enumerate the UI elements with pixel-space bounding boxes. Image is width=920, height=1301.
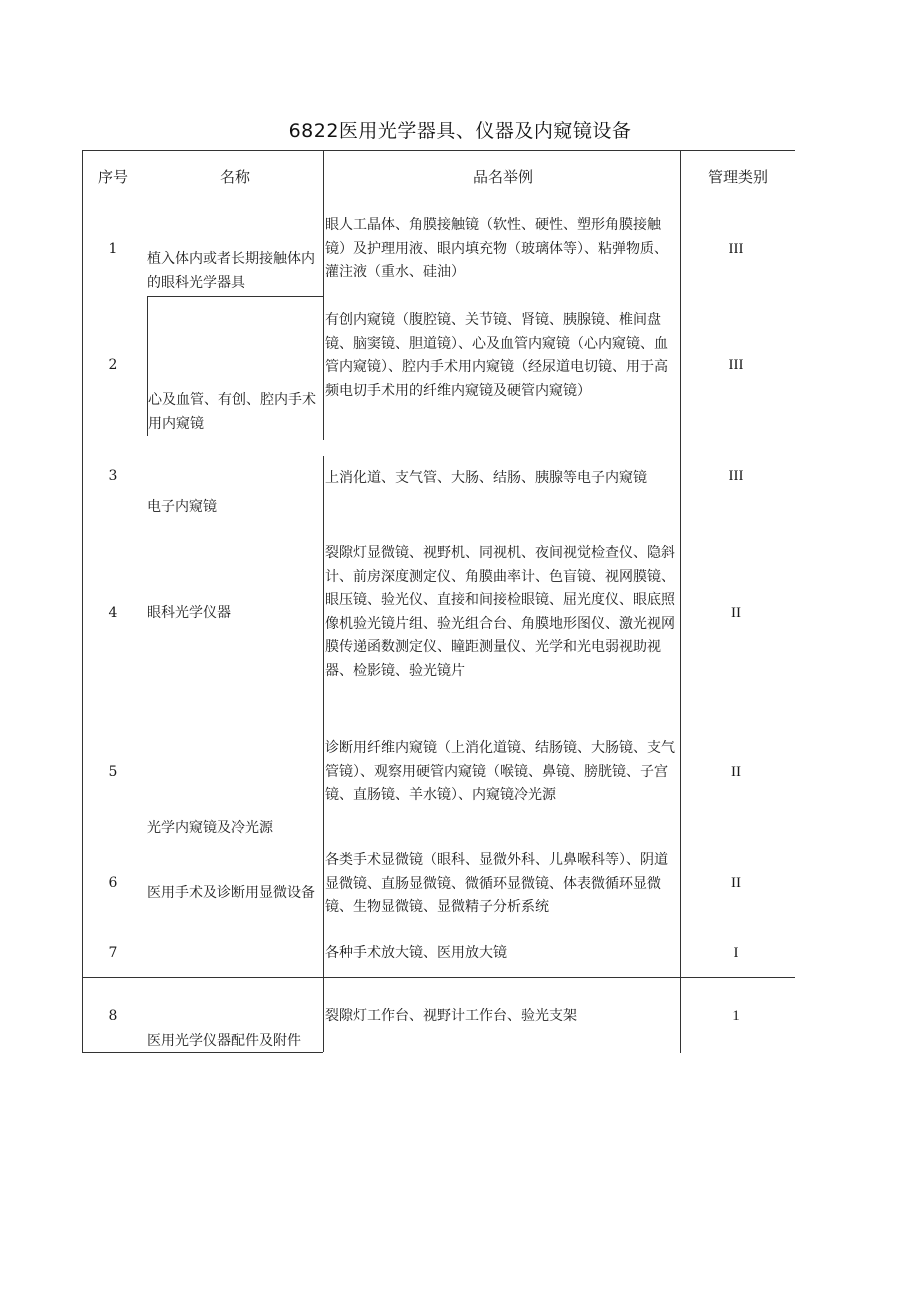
- page-title: 6822医用光学器具、仪器及内窥镜设备: [288, 120, 632, 142]
- row-1-name: 植入体内或者长期接触体内的眼科光学器具: [147, 251, 315, 291]
- header-examples: 品名举例: [472, 168, 533, 186]
- row-5-examples: 诊断用纤维内窥镜（上消化道镜、结肠镜、大肠镜、支气管镜）、观察用硬管内窥镜（喉镜、鼻镜、膀胱镜、子宫镜、直肠镜、羊水镜）、内窥镜冷光源: [325, 740, 675, 803]
- row-3-name: 电子内窥镜: [147, 499, 217, 515]
- row-4-category: II: [731, 605, 741, 621]
- row-7-seq: 7: [108, 945, 118, 961]
- table-col-name-right-b: [323, 456, 324, 1052]
- row-2-seq: 2: [108, 357, 118, 373]
- row-2-name: 心及血管、有创、腔内手术用内窥镜: [148, 392, 316, 432]
- table-top-border: [82, 150, 795, 151]
- row-3-category: III: [728, 468, 744, 484]
- row-4-name: 眼科光学仪器: [147, 605, 231, 621]
- table-divider-7: [82, 977, 795, 978]
- row-1-examples: 眼人工晶体、角膜接触镜（软性、硬性、塑形角膜接触镜）及护理用液、眼内填充物（玻璃体等）、粘弹物质、灌注液（重水、硅油）: [325, 217, 668, 280]
- row-7-category: I: [733, 945, 739, 961]
- row-4-examples: 裂隙灯显微镜、视野机、同视机、夜间视觉检查仪、隐斜计、前房深度测定仪、角膜曲率计、色盲镜、视网膜镜、眼压镜、验光仪、直接和间接检眼镜、屈光度仪、眼底照像机验光镜片组、验光组合台、角膜地形图仪、激光视网膜传递函数测定仪、瞳距测量仪、光学和光电弱视助视器、检影镜、验光镜片: [325, 545, 675, 679]
- row-2-examples: 有创内窥镜（腹腔镜、关节镜、肾镜、胰腺镜、椎间盘镜、脑窦镜、胆道镜）、心及血管内窥镜（心内窥镜、血管内窥镜）、腔内手术用内窥镜（经尿道电切镜、用于高频电切手术用的纤维内窥镜及硬管内窥镜）: [325, 312, 668, 399]
- table-name-divider: [147, 296, 323, 297]
- row-4-seq: 4: [108, 605, 118, 621]
- row-2-category: III: [728, 357, 744, 373]
- row-7-examples: 各种手术放大镜、医用放大镜: [325, 945, 507, 961]
- row-8-category: 1: [732, 1008, 740, 1024]
- row-6-category: II: [731, 875, 741, 891]
- table-col-name-right-a: [323, 150, 324, 440]
- row-3-examples: 上消化道、支气管、大肠、结肠、胰腺等电子内窥镜: [325, 470, 647, 486]
- row-5-category: II: [731, 764, 741, 780]
- row-8-name: 医用光学仪器配件及附件: [147, 1033, 301, 1049]
- row-6-name: 医用手术及诊断用显微设备: [147, 885, 315, 901]
- row-1-seq: 1: [108, 241, 118, 257]
- header-category: 管理类别: [707, 168, 768, 186]
- header-name: 名称: [219, 168, 250, 186]
- row-8-seq: 8: [108, 1008, 118, 1024]
- row-3-seq: 3: [108, 468, 118, 484]
- row-1-category: III: [728, 241, 744, 257]
- row-6-seq: 6: [108, 875, 118, 891]
- row-5-name: 光学内窥镜及冷光源: [147, 820, 273, 836]
- row-8-examples: 裂隙灯工作台、视野计工作台、验光支架: [325, 1008, 577, 1024]
- row-6-examples: 各类手术显微镜（眼科、显微外科、儿鼻喉科等）、阴道显微镜、直肠显微镜、微循环显微镜、体表微循环显微镜、生物显微镜、显微精子分析系统: [325, 852, 668, 915]
- header-seq: 序号: [97, 168, 128, 186]
- row-5-seq: 5: [108, 764, 118, 780]
